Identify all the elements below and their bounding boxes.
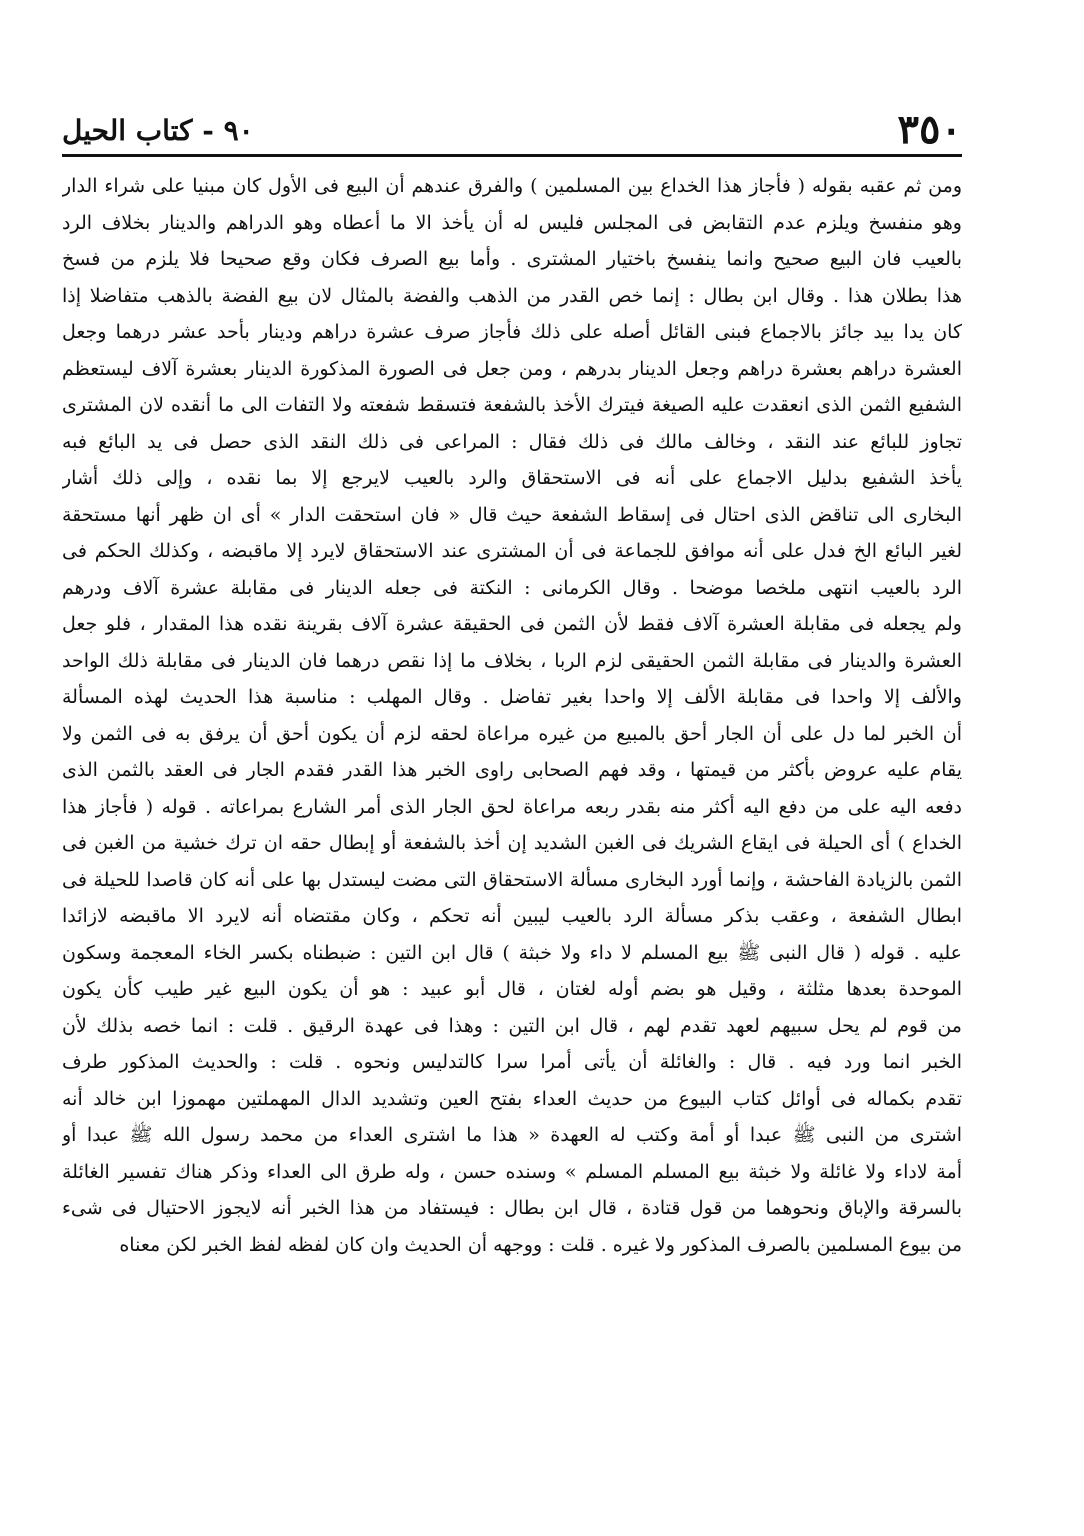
page-header (62, 96, 962, 154)
text-line: ولم يجعله فى مقابلة العشرة آلاف فقط لأن الثمن فى الحقيقة عشرة آلاف بقرينة نقده هذا المقدار ، فلو جعل (62, 613, 962, 635)
text-line: الرد بالعيب انتهى ملخصا موضحا . وقال الكرمانى : النكتة فى جعله الدينار فى مقابلة عشرة آلاف ودرهم (62, 576, 962, 599)
running-title: ٩٠ - كتاب الحيل (62, 114, 254, 147)
text-line: بالعيب فان البيع صحيح وانما ينفسخ باختيار المشترى . وأما بيع الصرف فكان وقع صحيحا فلا يلزم من فسخ (62, 248, 962, 270)
text-line: العشرة والدينار فى مقابلة الثمن الحقيقى لزم الربا ، بخلاف ما إذا نقص درهما فان الدينار فى مقابلة ذلك الواحد (62, 649, 962, 672)
text-line: بالسرقة والإباق ونحوهما من قول قتادة ، قال ابن بطال : فيستفاد من هذا الخبر أنه لايجوز الاحتيال فى شىء (62, 1197, 962, 1219)
text-line: الشفيع الثمن الذى انعقدت عليه الصيغة فيترك الأخذ بالشفعة فتسقط شفعته ولا التفات الى ما أنقده لان المشترى (62, 394, 962, 416)
text-line: أن الخبر لما دل على أن الجار أحق بالمبيع من غيره مراعاة لحقه لزم أن يكون أحق أن يرفق به فى الثمن ولا (62, 722, 962, 745)
text-line: لغير البائع الخ فدل على أنه موافق للجماعة فى أن المشترى عند الاستحقاق لايرد إلا ماقبضه ، وكذلك الحكم فى (62, 540, 962, 562)
text-line: عليه . قوله ( قال النبى ﷺ بيع المسلم لا داء ولا خبثة ) قال ابن التين : ضبطناه بكسر الخاء المعجمة وسكون (62, 941, 962, 964)
text-line: الخداع ) أى الحيلة فى ايقاع الشريك فى الغبن الشديد إن أخذ بالشفعة أو إبطال حقه ان ترك خشية من الغبن فى (62, 832, 962, 854)
text-line: اشترى من النبى ﷺ عبدا أو أمة وكتب له العهدة « هذا ما اشترى العداء من محمد رسول الله ﷺ عبدا أو (62, 1124, 962, 1146)
body-text (62, 168, 962, 1263)
text-line: من قوم لم يحل سبيهم لعهد تقدم لهم ، قال ابن التين : وهذا فى عهدة الرقيق . قلت : انما خصه بذلك لأن (62, 1014, 962, 1037)
text-line: يأخذ الشفيع بدليل الاجماع على أنه فى الاستحقاق والرد بالعيب لايرجع إلا بما نقده ، وإلى ذلك أشار (62, 467, 962, 489)
text-line: هذا بطلان هذا . وقال ابن بطال : إنما خص القدر من الذهب والفضة بالمثال لان بيع الفضة بالذهب متفاضلا إذا (62, 284, 962, 307)
text-line: أمة لاداء ولا غائلة ولا خبثة بيع المسلم المسلم » وسنده حسن ، وله طرق الى العداء وذكر هناك تفسير الغائلة (62, 1160, 962, 1183)
text-line: كان يدا بيد جائز بالاجماع فبنى القائل أصله على ذلك فأجاز صرف عشرة دراهم ودينار بأحد عشر درهما وجعل (62, 321, 962, 343)
text-line: ابطال الشفعة ، وعقب بذكر مسألة الرد بالعيب ليبين أنه تحكم ، وكان مقتضاه أنه لايرد الا ماقبضه لازائدا (62, 905, 962, 927)
text-line: دفعه اليه على من دفع اليه أكثر منه بقدر ربعه مراعاة لحق الجار الذى أمر الشارع بمراعاته . قوله ( فأجاز هذا (62, 795, 962, 818)
text-line: تجاوز للبائع عند النقد ، وخالف مالك فى ذلك فقال : المراعى فى ذلك النقد الذى حصل فى يد البائع فبه (62, 430, 962, 453)
header-rule (62, 154, 962, 157)
text-line: الثمن بالزيادة الفاحشة ، وإنما أورد البخارى مسألة الاستحقاق التى مضت ليستدل بها على أنه كان قاصدا للحيلة فى (62, 868, 962, 891)
text-line: والألف إلا واحدا فى مقابلة الألف إلا واحدا بغير تفاضل . وقال المهلب : مناسبة هذا الحديث لهذه المسألة (62, 686, 962, 708)
text-line: الموحدة بعدها مثلثة ، وقيل هو بضم أوله لغتان ، قال أبو عبيد : هو أن يكون البيع غير طيب كأن يكون (62, 978, 962, 1000)
text-line: العشرة دراهم بعشرة دراهم وجعل الدينار بدرهم ، ومن جعل فى الصورة المذكورة الدينار بعشرة آلاف ليستعظم (62, 357, 962, 380)
text-line: تقدم بكماله فى أوائل كتاب البيوع من حديث العداء بفتح العين وتشديد الدال المهملتين مهموزا ابن خالد أنه (62, 1087, 962, 1110)
text-line: يقام عليه عروض بأكثر من قيمتها ، وقد فهم الصحابى راوى الخبر هذا القدر فقدم الجار فى العقد بالثمن الذى (62, 759, 962, 781)
text-line: ومن ثم عقبه بقوله ( فأجاز هذا الخداع بين المسلمين ) والفرق عندهم أن البيع فى الأول كان مبنيا على شراء الدار (62, 175, 962, 197)
text-line: البخارى الى تناقض الذى احتال فى إسقاط الشفعة حيث قال « فان استحقت الدار » أى ان ظهر أنها مستحقة (62, 503, 962, 526)
text-line: الخبر انما ورد فيه . قال : والغائلة أن يأتى أمرا سرا كالتدليس ونحوه . قلت : والحديث المذكور طرف (62, 1051, 962, 1073)
page-number: ٣٥٠ (897, 106, 962, 153)
text-line: وهو منفسخ ويلزم عدم التقابض فى المجلس فليس له أن يأخذ الا ما أعطاه وهو الدراهم والدينار بخلاف الرد (62, 211, 962, 234)
text-line: من بيوع المسلمين بالصرف المذكور ولا غيره . قلت : ووجهه أن الحديث وان كان لفظه لفظ الخبر لكن معناه (119, 1233, 962, 1256)
